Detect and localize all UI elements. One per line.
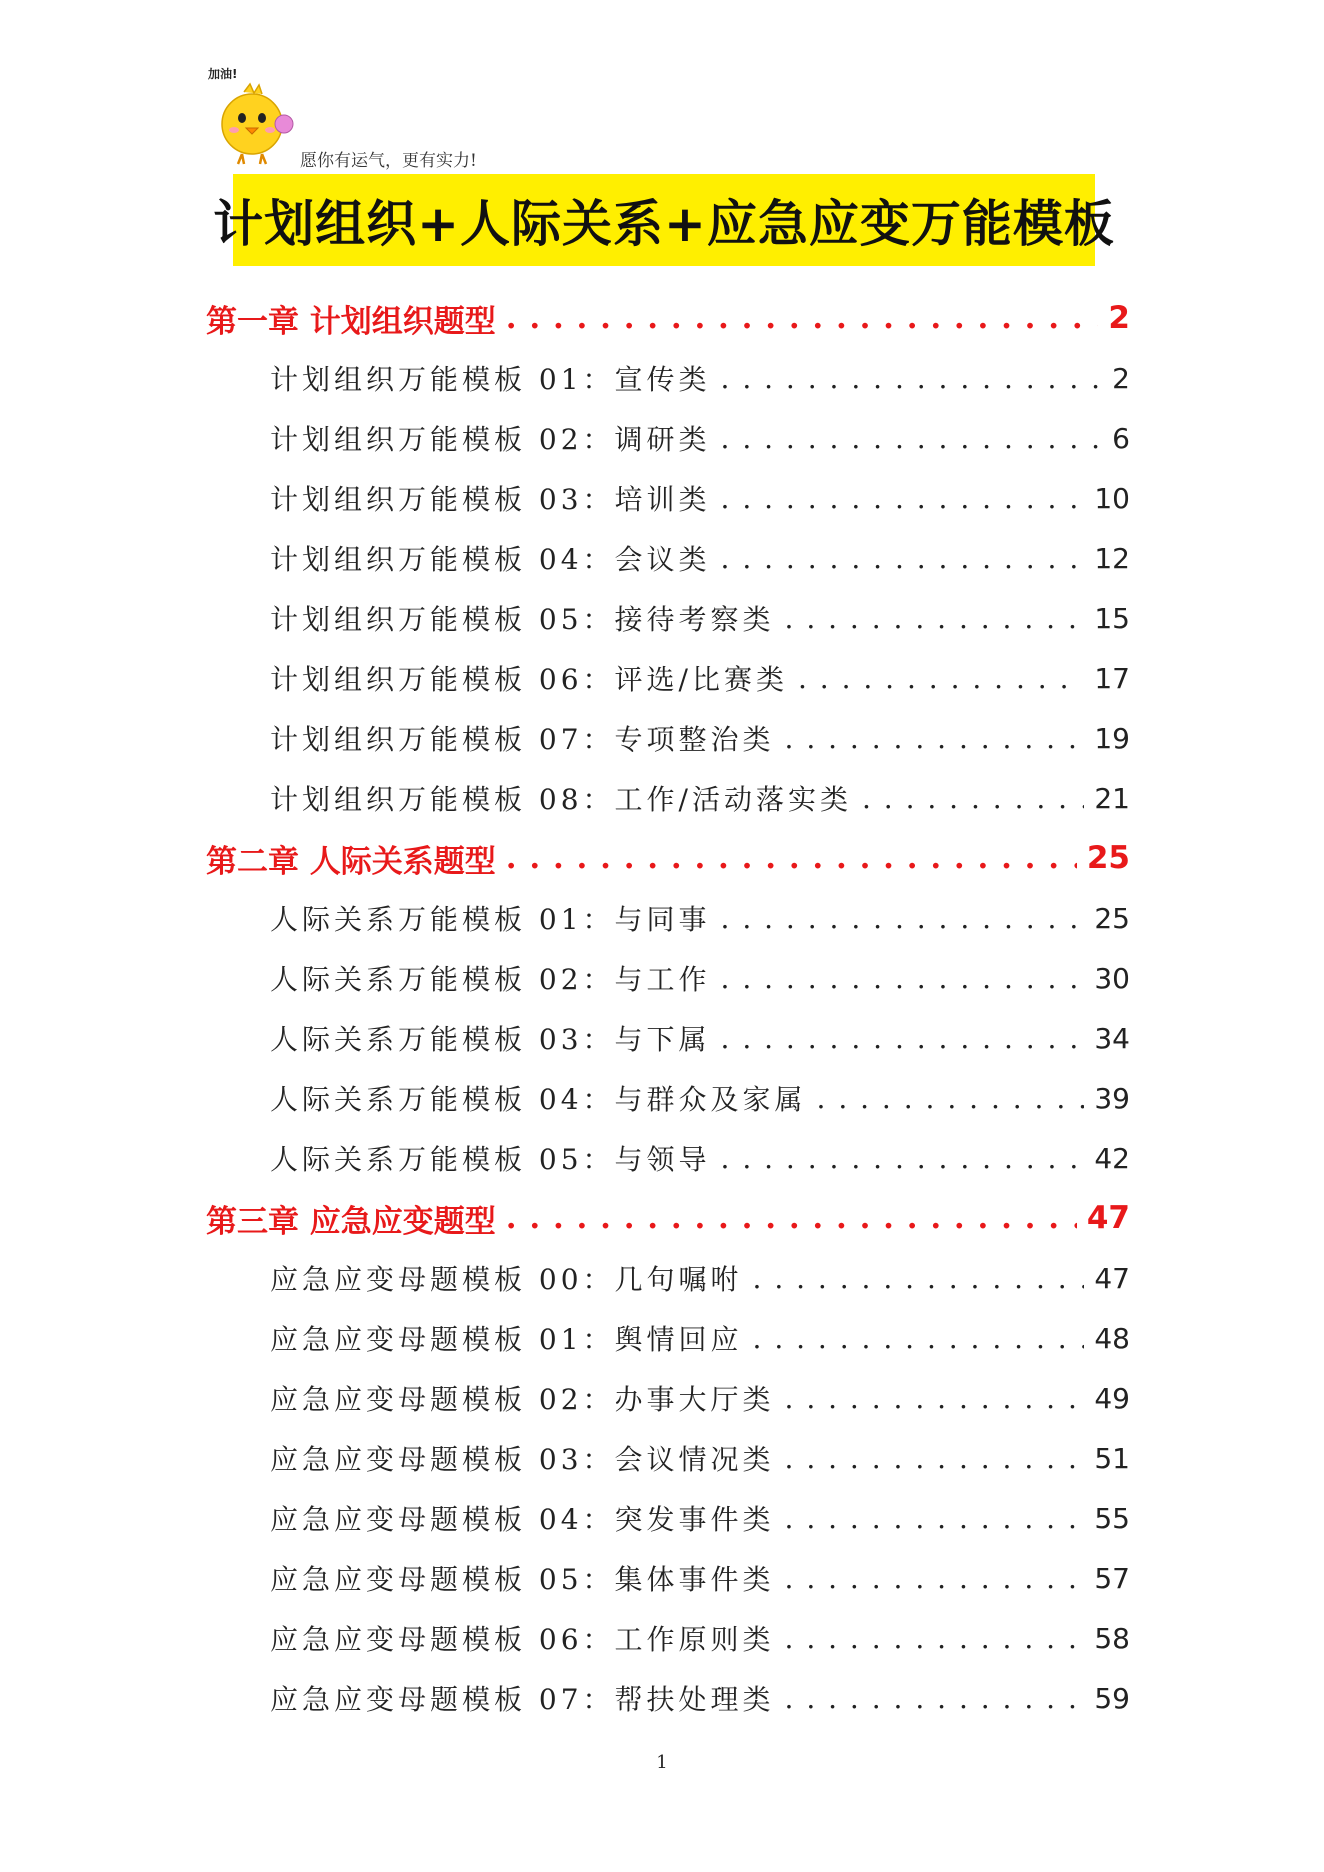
- dot-leader: [753, 1322, 1085, 1355]
- dot-leader: [506, 300, 1099, 336]
- page-number: 1: [656, 1752, 668, 1773]
- dot-leader: [721, 422, 1103, 455]
- chapter-page-number: 2: [1108, 300, 1130, 336]
- chapter-title: 第三章 应急应变题型: [206, 1203, 496, 1240]
- dot-leader: [785, 1562, 1085, 1595]
- dot-leader: [785, 1382, 1085, 1415]
- dot-leader: [721, 1022, 1085, 1055]
- entry-title: 应急应变母题模板 06：工作原则类: [270, 1623, 775, 1656]
- svg-text:加油!: 加油!: [208, 67, 238, 81]
- entry-page-number: 59: [1094, 1681, 1130, 1715]
- dot-leader: [721, 902, 1085, 935]
- dot-leader: [721, 542, 1085, 575]
- entry-page-number: 10: [1094, 481, 1130, 515]
- entry-title: 应急应变母题模板 03：会议情况类: [270, 1443, 775, 1476]
- dot-leader: [721, 962, 1085, 995]
- entry-title: 应急应变母题模板 01：舆情回应: [270, 1323, 743, 1356]
- toc-chapter-1[interactable]: [206, 293, 1130, 343]
- toc-entry[interactable]: [270, 1073, 1130, 1123]
- toc-entry[interactable]: [270, 1493, 1130, 1543]
- page-title: 计划组织+人际关系+应急应变万能模板: [213, 195, 1115, 253]
- entry-title: 人际关系万能模板 04：与群众及家属: [270, 1083, 807, 1116]
- entry-title: 人际关系万能模板 03：与下属: [270, 1023, 711, 1056]
- dot-leader: [785, 1502, 1085, 1535]
- motto-text: 愿你有运气，更有实力!: [300, 151, 477, 171]
- entry-page-number: 47: [1094, 1261, 1130, 1295]
- chapter-page-number: 25: [1086, 840, 1130, 876]
- toc-entry[interactable]: [270, 1673, 1130, 1723]
- toc-entry[interactable]: [270, 1373, 1130, 1423]
- entry-title: 计划组织万能模板 01：宣传类: [270, 363, 711, 396]
- dot-leader: [785, 722, 1085, 755]
- entry-page-number: 51: [1094, 1441, 1130, 1475]
- chapter-title: 第一章 计划组织题型: [206, 303, 496, 340]
- dot-leader: [753, 1262, 1085, 1295]
- entry-page-number: 2: [1112, 361, 1130, 395]
- entry-page-number: 17: [1094, 661, 1130, 695]
- toc-entry[interactable]: [270, 1433, 1130, 1483]
- entry-title: 应急应变母题模板 07：帮扶处理类: [270, 1683, 775, 1716]
- entry-page-number: 21: [1094, 781, 1130, 815]
- toc-chapter-3[interactable]: [206, 1193, 1130, 1243]
- dot-leader: [785, 1442, 1085, 1475]
- entry-page-number: 58: [1094, 1621, 1130, 1655]
- toc-chapter-2[interactable]: [206, 833, 1130, 883]
- entry-title: 计划组织万能模板 08：工作/活动落实类: [270, 783, 852, 816]
- dot-leader: [798, 662, 1084, 695]
- entry-page-number: 39: [1094, 1081, 1130, 1115]
- entry-title: 计划组织万能模板 02：调研类: [270, 423, 711, 456]
- entry-page-number: 42: [1094, 1141, 1130, 1175]
- dot-leader: [785, 1622, 1085, 1655]
- entry-title: 应急应变母题模板 04：突发事件类: [270, 1503, 775, 1536]
- entry-page-number: 6: [1112, 421, 1130, 455]
- toc-entry[interactable]: [270, 713, 1130, 763]
- toc-entry[interactable]: [270, 1253, 1130, 1303]
- toc-entry[interactable]: [270, 953, 1130, 1003]
- dot-leader: [862, 782, 1084, 815]
- entry-title: 应急应变母题模板 02：办事大厅类: [270, 1383, 775, 1416]
- entry-title: 计划组织万能模板 03：培训类: [270, 483, 711, 516]
- entry-page-number: 30: [1094, 961, 1130, 995]
- toc-entry[interactable]: [270, 413, 1130, 463]
- entry-title: 人际关系万能模板 05：与领导: [270, 1143, 711, 1176]
- toc-entry[interactable]: [270, 1133, 1130, 1183]
- toc-entry[interactable]: [270, 1013, 1130, 1063]
- dot-leader: [817, 1082, 1085, 1115]
- entry-page-number: 12: [1094, 541, 1130, 575]
- dot-leader: [506, 840, 1077, 876]
- toc-entry[interactable]: [270, 473, 1130, 523]
- toc-entry[interactable]: [270, 1613, 1130, 1663]
- entry-page-number: 55: [1094, 1501, 1130, 1535]
- entry-page-number: 15: [1094, 601, 1130, 635]
- entry-title: 应急应变母题模板 00：几句嘱咐: [270, 1263, 743, 1296]
- toc-entry[interactable]: [270, 353, 1130, 403]
- chapter-title: 第二章 人际关系题型: [206, 843, 496, 880]
- toc-entry[interactable]: [270, 533, 1130, 583]
- entry-page-number: 49: [1094, 1381, 1130, 1415]
- entry-title: 人际关系万能模板 01：与同事: [270, 903, 711, 936]
- entry-page-number: 25: [1094, 901, 1130, 935]
- dot-leader: [721, 1142, 1085, 1175]
- entry-title: 应急应变母题模板 05：集体事件类: [270, 1563, 775, 1596]
- entry-title: 人际关系万能模板 02：与工作: [270, 963, 711, 996]
- toc-entry[interactable]: [270, 1313, 1130, 1363]
- entry-page-number: 19: [1094, 721, 1130, 755]
- entry-title: 计划组织万能模板 05：接待考察类: [270, 603, 775, 636]
- toc-entry[interactable]: [270, 773, 1130, 823]
- toc-entry[interactable]: [270, 653, 1130, 703]
- dot-leader: [785, 602, 1085, 635]
- dot-leader: [506, 1200, 1077, 1236]
- entry-page-number: 48: [1094, 1321, 1130, 1355]
- dot-leader: [785, 1682, 1085, 1715]
- toc-entry[interactable]: [270, 1553, 1130, 1603]
- entry-title: 计划组织万能模板 06：评选/比赛类: [270, 663, 788, 696]
- dot-leader: [721, 482, 1085, 515]
- entry-page-number: 57: [1094, 1561, 1130, 1595]
- entry-title: 计划组织万能模板 07：专项整治类: [270, 723, 775, 756]
- toc-entry[interactable]: [270, 893, 1130, 943]
- toc-entry[interactable]: [270, 593, 1130, 643]
- entry-title: 计划组织万能模板 04：会议类: [270, 543, 711, 576]
- entry-page-number: 34: [1094, 1021, 1130, 1055]
- chapter-page-number: 47: [1086, 1200, 1130, 1236]
- dot-leader: [721, 362, 1103, 395]
